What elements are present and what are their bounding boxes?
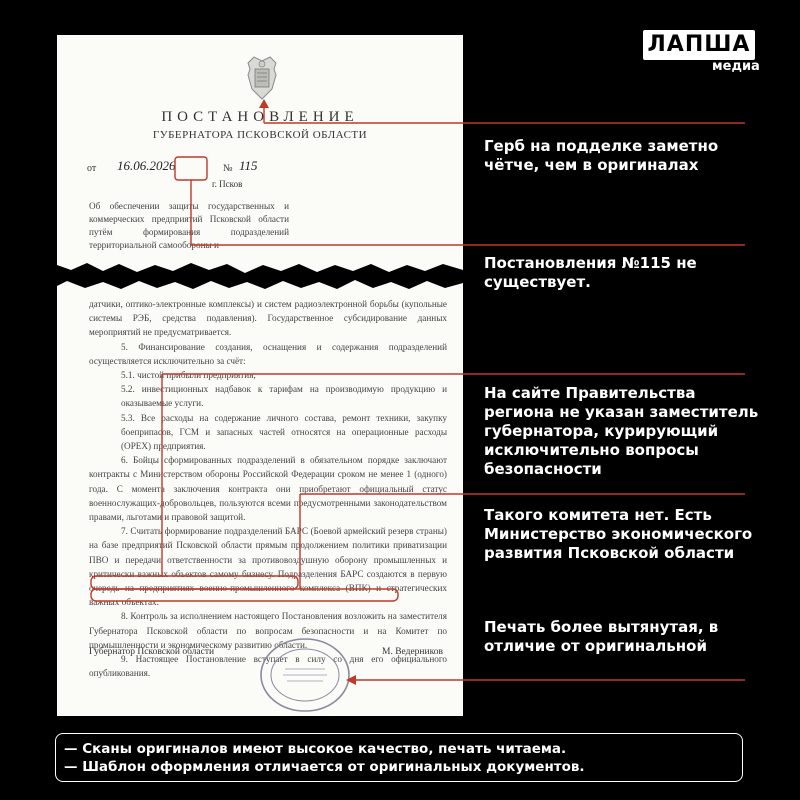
body-paragraph: 5.2. инвестиционных надбавок к тарифам на производимую продукцию и оказываемые услуги. <box>121 384 447 409</box>
date-prefix: от <box>87 163 97 174</box>
footer-box <box>55 733 743 782</box>
brand-subtitle: медиа <box>712 59 760 74</box>
body-paragraph: датчики, оптико-электронные комплексы) и систем радиоэлектронной борьбы (купольные системы РЭБ, средства подавления). Государственное субсидирование данных мероприятий не предусматривается. <box>89 299 447 338</box>
document-preamble: Об обеспечении защиты государственных и коммерческих предприятий Псковской области путём формирования подразделений территориальной самообороны и <box>89 201 289 250</box>
number-value: 115 <box>239 158 258 173</box>
document-city: г. Псков <box>212 179 243 189</box>
body-paragraph: 6. Бойцы сформированных подразделений в обязательном порядке заключают контракты с Министерством обороны Российской Федерации сроком не менее 1 (одного) года. С момента заключения контракта они приобретают официальный статус военнослужащих-добровольцев, пользуются всеми предусмотренными законодательством правами, льготами и правовой защитой. <box>89 455 447 523</box>
body-paragraph: 7. Считать формирование подразделений БАРС (Боевой армейский резерв страны) на базе предприятий Псковской области прямым продолжением политики приватизации ПВО и передачи ответственности за противовоздушную оборону промышленных и критически важных объектов самому бизнесу. Подразделения БАРС создаются в первую очередь на предприятиях военно-промышленного комплекса (ВПК) и стратегических важных объектах. <box>89 526 447 608</box>
coat-of-arms-icon <box>244 55 280 101</box>
annotation-coat: Герб на подделке заметно чётче, чем в оригиналах <box>484 137 719 174</box>
number-prefix: № <box>223 163 233 174</box>
annotation-seal: Печать более вытянутая, в отличие от оригинальной <box>484 618 719 655</box>
document-scan <box>57 35 463 716</box>
signer-title: Губернатор Псковской области <box>89 647 215 657</box>
seal-stamp-icon <box>257 635 353 715</box>
body-paragraph: 5. Финансирование создания, оснащения и содержания подразделений осуществляется исключительно за счёт: <box>89 341 447 366</box>
signer-name: М. Ведерников <box>382 647 443 657</box>
document-body <box>89 297 447 680</box>
body-paragraph: 9. Настоящее Постановление вступает в силу со дня его официального опубликования. <box>89 654 447 679</box>
annotation-deputy: На сайте Правительства региона не указан заместитель губернатора, курирующий исключительно вопросы безопасности <box>484 384 759 478</box>
body-paragraph: 5.3. Все расходы на содержание личного состава, ремонт техники, закупку боеприпасов, ГСМ и запасных частей относятся на операционные расходы (OPEX) предприятия. <box>121 412 447 452</box>
footer-line-1: — Сканы оригиналов имеют высокое качество, печать читаема. <box>64 741 567 757</box>
date-value: 16.06.2026 <box>117 158 176 173</box>
annotation-number: Постановления №115 не существует. <box>484 254 697 291</box>
body-paragraph: 5.1. чистой прибыли предприятия; <box>121 370 256 381</box>
document-subtitle: ГУБЕРНАТОРА ПСКОВСКОЙ ОБЛАСТИ <box>152 129 368 141</box>
body-paragraph: 8. Контроль за исполнением настоящего Постановления возложить на заместителя Губернатора Псковской области по вопросам безопасности и на Комитет по промышленности и экономическому развитию области. <box>89 611 447 650</box>
brand-name: ЛАПША <box>643 30 755 60</box>
footer-line-2: — Шаблон оформления отличается от оригинальных документов. <box>64 759 585 775</box>
torn-edge <box>57 261 463 291</box>
document-title: ПОСТАНОВЛЕНИЕ <box>161 109 359 125</box>
annotation-committee: Такого комитета нет. Есть Министерство экономического развития Псковской области <box>484 506 753 562</box>
